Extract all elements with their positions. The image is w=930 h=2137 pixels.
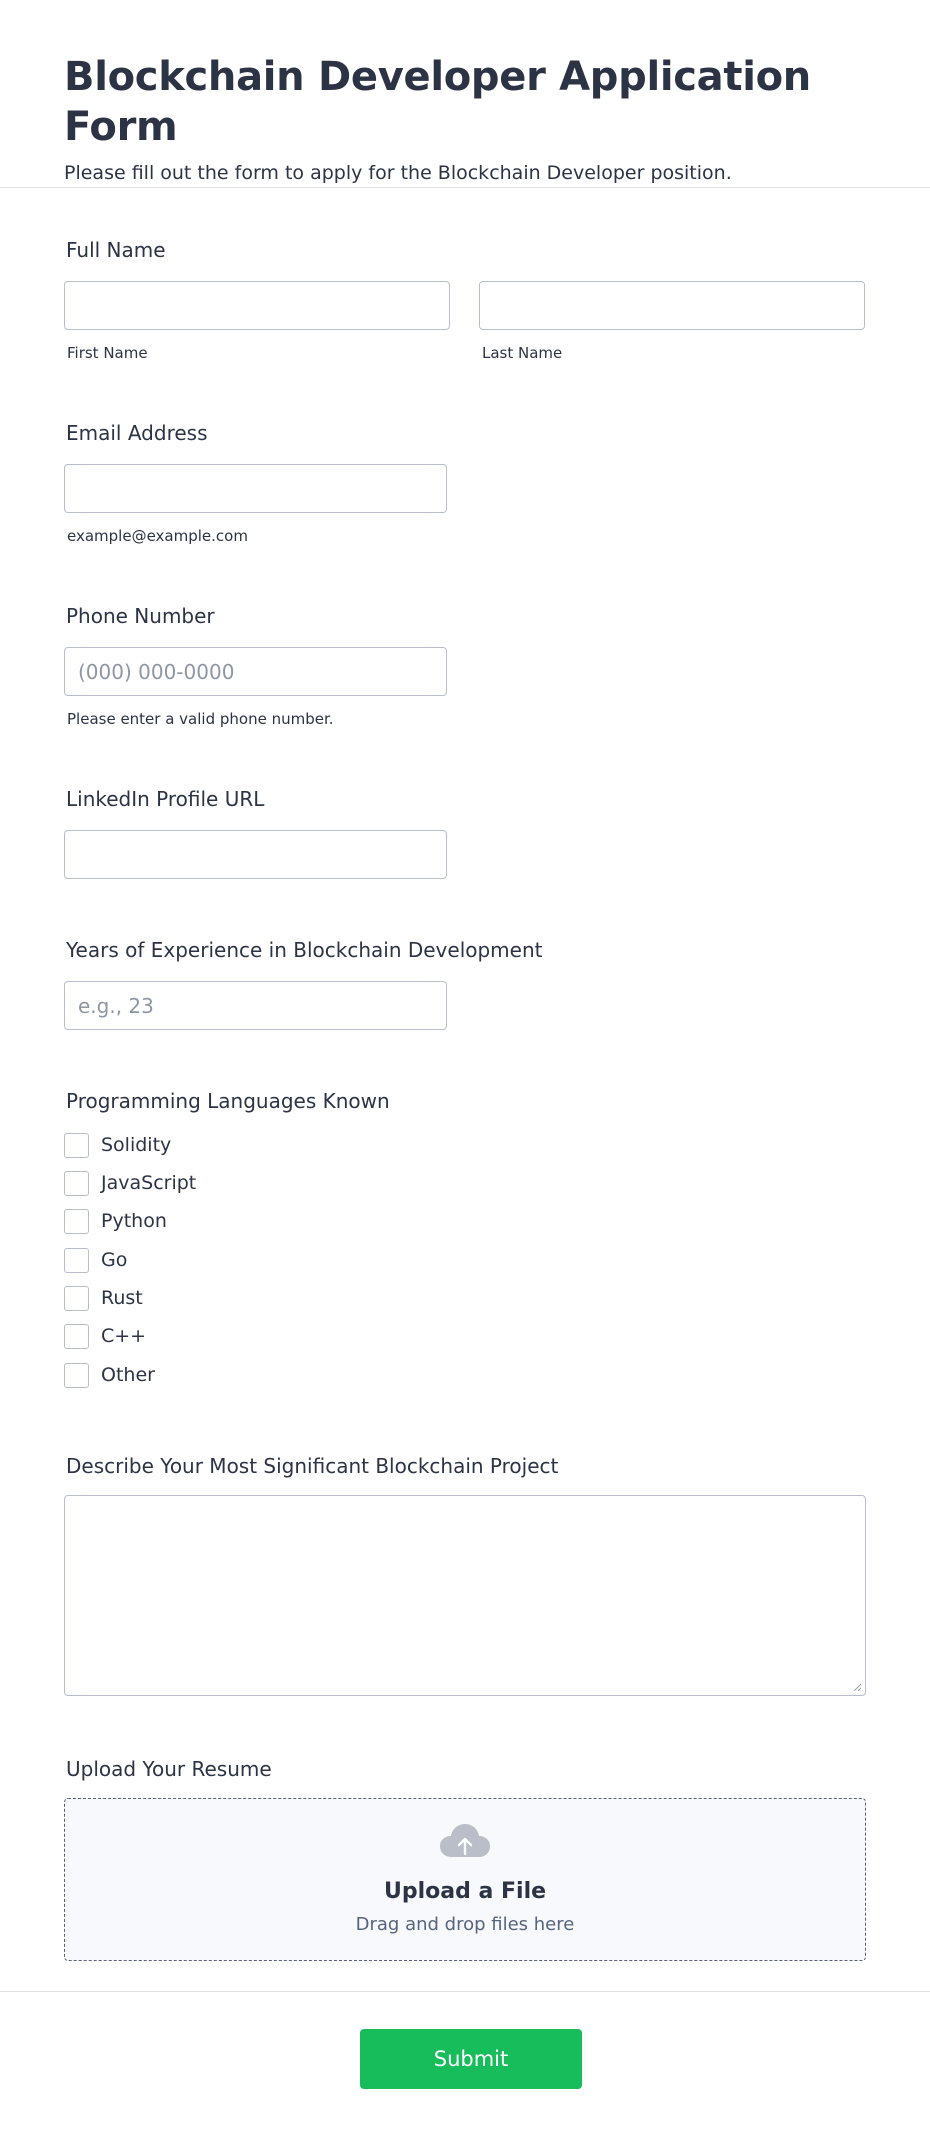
email-sublabel: example@example.com	[67, 527, 248, 545]
languages-label: Programming Languages Known	[66, 1089, 390, 1113]
language-option-label: Solidity	[101, 1134, 172, 1156]
language-option[interactable]	[64, 1362, 155, 1388]
phone-label: Phone Number	[66, 604, 215, 628]
language-option[interactable]	[64, 1208, 167, 1234]
upload-title: Upload a File	[383, 1879, 547, 1904]
project-textarea[interactable]	[64, 1495, 866, 1696]
last-name-input[interactable]	[479, 281, 865, 330]
language-option[interactable]	[64, 1132, 171, 1158]
checkbox[interactable]	[64, 1248, 89, 1273]
checkbox[interactable]	[64, 1133, 89, 1158]
language-option[interactable]	[64, 1247, 127, 1273]
experience-label: Years of Experience in Blockchain Development	[66, 938, 543, 962]
form-header	[0, 0, 930, 188]
project-label: Describe Your Most Significant Blockchain Project	[66, 1454, 559, 1478]
resize-grip-icon[interactable]	[853, 1683, 861, 1691]
upload-subtitle: Drag and drop files here	[355, 1914, 575, 1935]
email-label: Email Address	[66, 421, 208, 445]
form-title: Blockchain Developer Application Form	[64, 54, 811, 150]
full-name-label: Full Name	[66, 238, 166, 262]
language-option-label: JavaScript	[101, 1172, 197, 1194]
language-option-label: Rust	[101, 1287, 143, 1309]
checkbox[interactable]	[64, 1209, 89, 1234]
footer-divider	[0, 1991, 930, 1992]
language-option-label: Python	[101, 1210, 167, 1232]
language-option[interactable]	[64, 1170, 196, 1196]
checkbox[interactable]	[64, 1171, 89, 1196]
submit-button[interactable]: Submit	[360, 2029, 582, 2089]
file-upload-dropzone[interactable]	[64, 1798, 866, 1961]
phone-sublabel: Please enter a valid phone number.	[67, 710, 334, 728]
checkbox[interactable]	[64, 1324, 89, 1349]
first-name-input[interactable]	[64, 281, 450, 330]
first-name-sublabel: First Name	[67, 344, 148, 362]
resume-label: Upload Your Resume	[66, 1757, 272, 1781]
language-option-label: C++	[101, 1325, 147, 1347]
checkbox[interactable]	[64, 1363, 89, 1388]
language-option-label: Go	[101, 1249, 128, 1271]
linkedin-label: LinkedIn Profile URL	[66, 787, 265, 811]
linkedin-input[interactable]	[64, 830, 447, 879]
form-subtitle: Please fill out the form to apply for the Blockchain Developer position.	[64, 162, 732, 184]
language-option[interactable]	[64, 1285, 143, 1311]
phone-input[interactable]	[64, 647, 447, 696]
email-input[interactable]	[64, 464, 447, 513]
cloud-upload-icon	[440, 1823, 490, 1859]
language-option[interactable]	[64, 1323, 146, 1349]
language-option-label: Other	[101, 1364, 155, 1386]
last-name-sublabel: Last Name	[482, 344, 563, 362]
checkbox[interactable]	[64, 1286, 89, 1311]
experience-input[interactable]	[64, 981, 447, 1030]
